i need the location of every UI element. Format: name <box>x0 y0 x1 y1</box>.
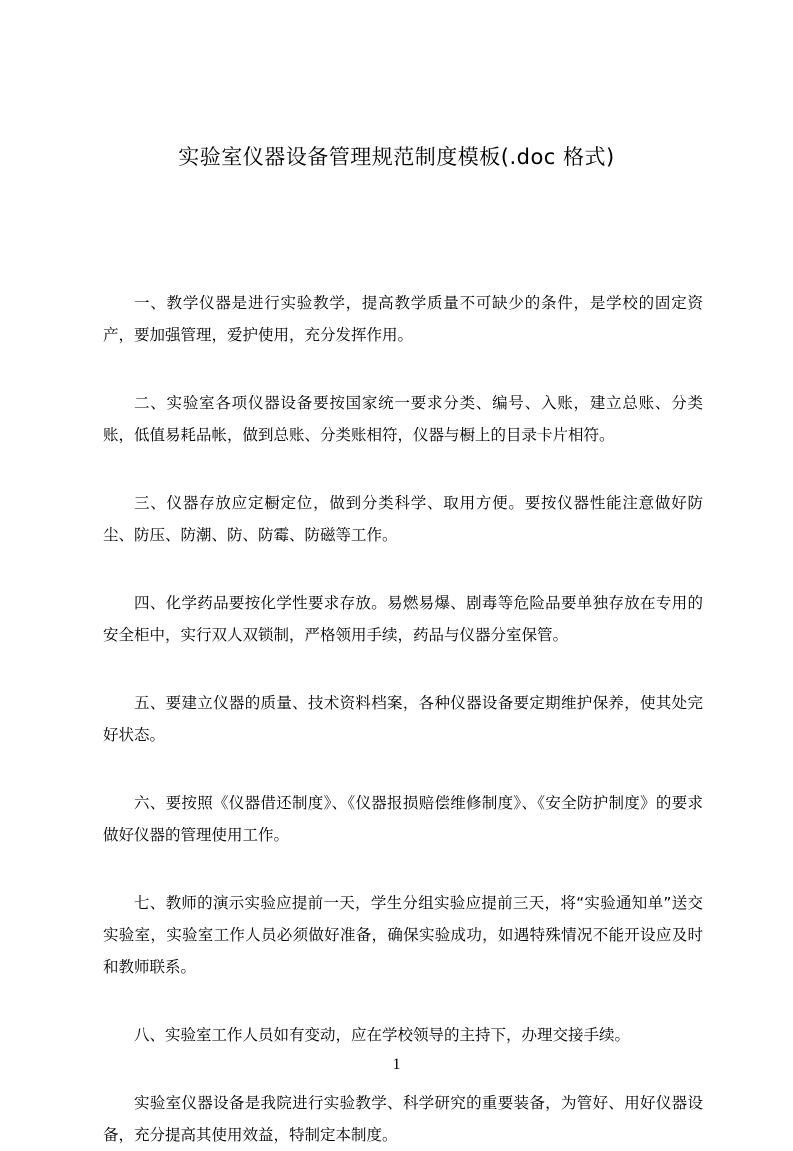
paragraph-2: 二、实验室各项仪器设备要按国家统一要求分类、编号、入账，建立总账、分类账，低值易耗品帐，做到总账、分类账相符，仪器与橱上的目录卡片相符。 <box>103 394 703 444</box>
document-title: 实验室仪器设备管理规范制度模板(.doc 格式) <box>178 145 615 169</box>
document-body <box>103 287 703 1151</box>
paragraph-8: 八、实验室工作人员如有变动，应在学校领导的主持下，办理交接手续。 <box>134 1026 631 1044</box>
page-number: 1 <box>392 1056 401 1073</box>
paragraph-9: 实验室仪器设备是我院进行实验教学、科学研究的重要装备，为管好、用好仪器设备，充分提高其使用效益，特制定本制度。 <box>103 1094 703 1144</box>
paragraph-7: 七、教师的演示实验应提前一天，学生分组实验应提前三天，将“实验通知单”送交实验室，实验室工作人员必须做好准备，确保实验成功，如遇特殊情况不能开设应及时和教师联系。 <box>103 894 703 976</box>
paragraph-6: 六、要按照《仪器借还制度》、《仪器报损赔偿维修制度》、《安全防护制度》的要求做好仪器的管理使用工作。 <box>103 794 703 844</box>
paragraph-1: 一、教学仪器是进行实验教学，提高教学质量不可缺少的条件，是学校的固定资产，要加强管理，爱护使用，充分发挥作用。 <box>103 294 703 344</box>
paragraph-4: 四、化学药品要按化学性要求存放。易燃易爆、剧毒等危险品要单独存放在专用的安全柜中，实行双人双锁制，严格领用手续，药品与仪器分室保管。 <box>103 594 703 644</box>
paragraph-5: 五、要建立仪器的质量、技术资料档案，各种仪器设备要定期维护保养，使其处完好状态。 <box>103 694 703 744</box>
paragraph-3: 三、仪器存放应定橱定位，做到分类科学、取用方便。要按仪器性能注意做好防尘、防压、防潮、防、防霉、防磁等工作。 <box>103 494 703 544</box>
